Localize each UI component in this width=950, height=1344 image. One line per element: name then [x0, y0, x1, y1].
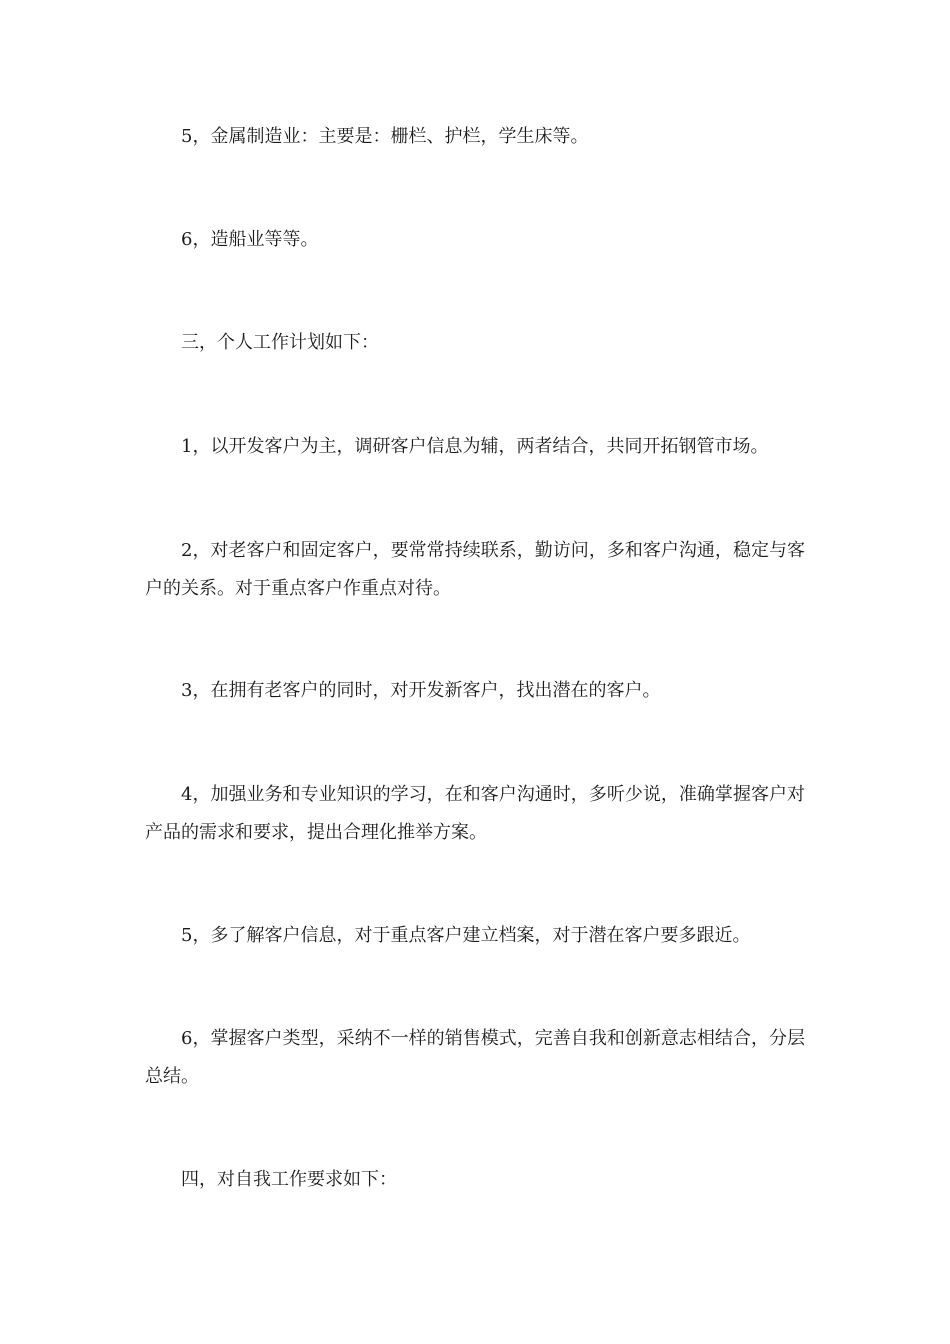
section-heading-self-requirements: 四，对自我工作要求如下： [181, 1169, 397, 1190]
paragraph-plan-2: 2，对老客户和固定客户，要常常持续联系，勤访问，多和客户沟通，稳定与客户的关系。对于重点客户作重点对待。 [145, 540, 805, 599]
paragraph-plan-4: 4，加强业务和专业知识的学习，在和客户沟通时，多听少说，准确掌握客户对产品的需求和要求，提出合理化推举方案。 [145, 784, 805, 843]
paragraph-plan-6: 6，掌握客户类型，采纳不一样的销售模式，完善自我和创新意志相结合，分层总结。 [145, 1028, 805, 1087]
section-heading-work-plan: 三，个人工作计划如下： [181, 332, 379, 353]
paragraph-shipbuilding: 6，造船业等等。 [181, 229, 319, 250]
paragraph-metal-manufacturing: 5，金属制造业：主要是：栅栏、护栏，学生床等。 [181, 126, 589, 147]
paragraph-plan-3: 3，在拥有老客户的同时，对开发新客户，找出潜在的客户。 [181, 680, 661, 701]
paragraph-plan-5: 5，多了解客户信息，对于重点客户建立档案，对于潜在客户要多跟近。 [181, 925, 751, 946]
paragraph-plan-1: 1，以开发客户为主，调研客户信息为辅，两者结合，共同开拓钢管市场。 [181, 436, 769, 457]
